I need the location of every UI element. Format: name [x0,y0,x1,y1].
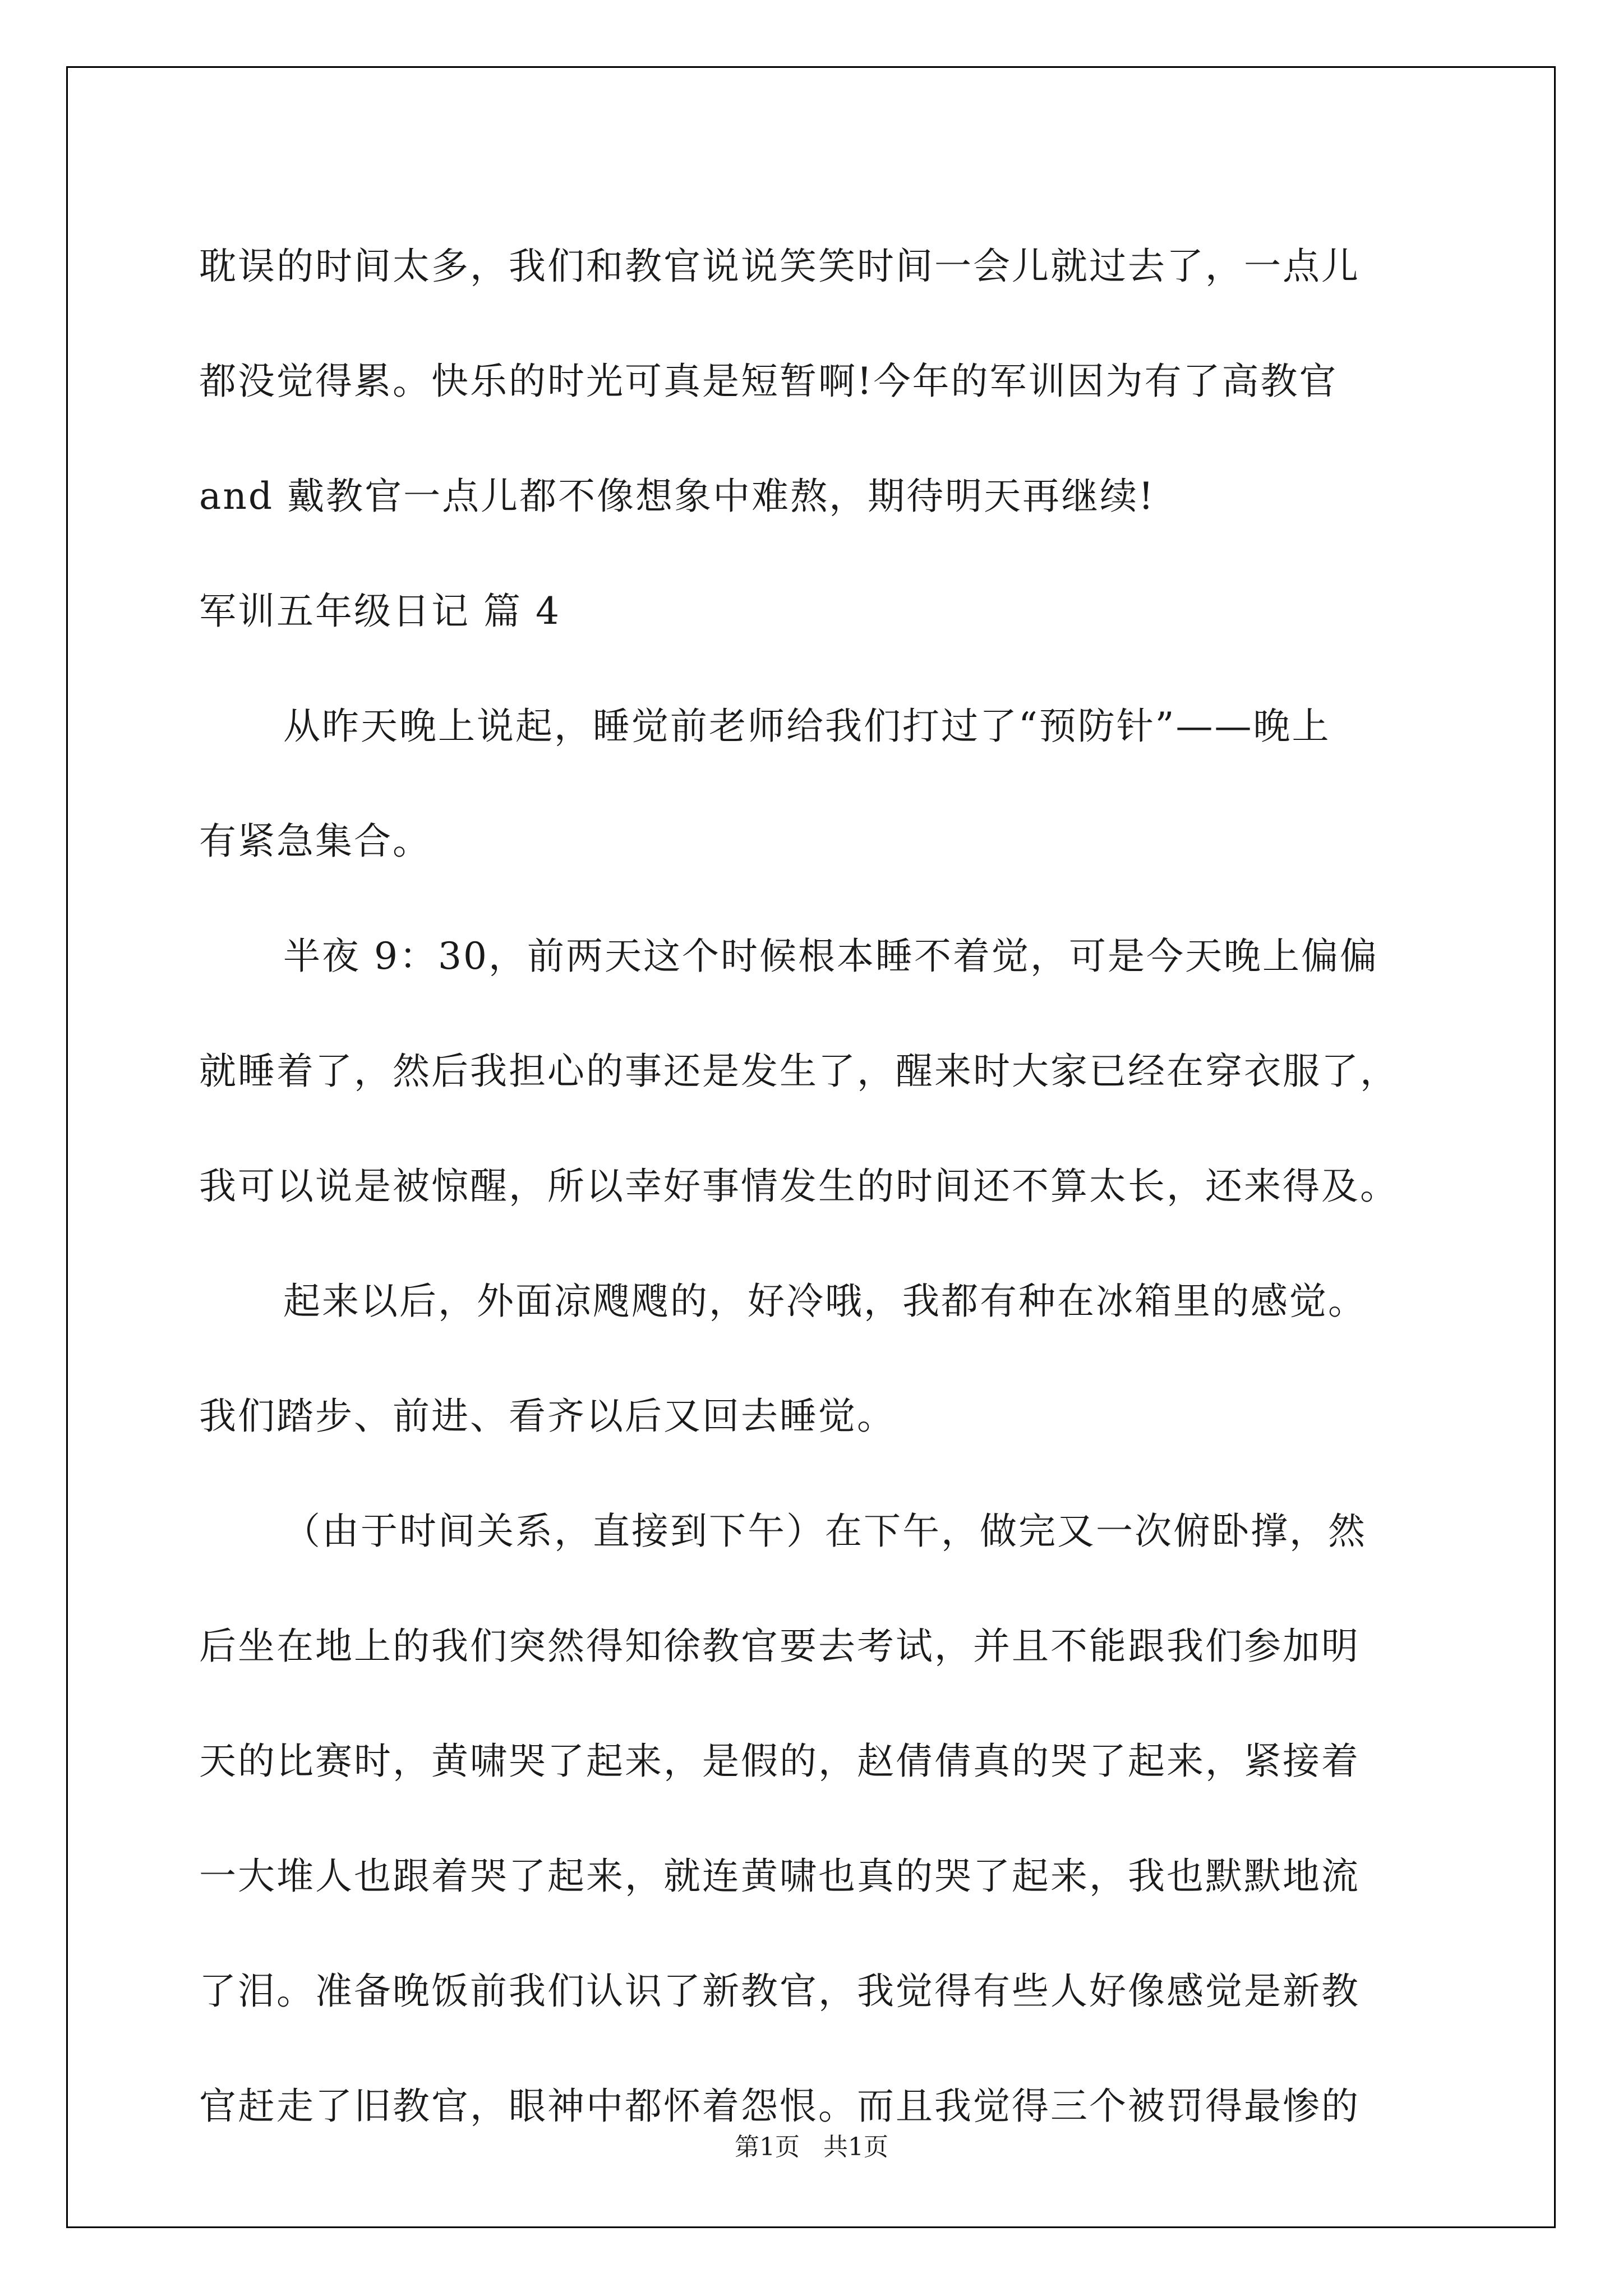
body-line: 我们踏步、前进、看齐以后又回去睡觉。 [199,1395,896,1438]
body-line: 都没觉得累。快乐的时光可真是短暂啊!今年的军训因为有了高教官 [199,360,1338,403]
body-line: 有紧急集合。 [199,820,431,863]
body-line: 耽误的时间太多，我们和教官说说笑笑时间一会儿就过去了，一点儿 [199,245,1360,288]
body-line: 一大堆人也跟着哭了起来，就连黄啸也真的哭了起来，我也默默地流 [199,1855,1360,1898]
body-line: 我可以说是被惊醒，所以幸好事情发生的时间还不算太长，还来得及。 [199,1165,1399,1208]
paragraph-start-line: 从昨天晚上说起，睡觉前老师给我们打过了“预防针”——晚上 [283,705,1331,748]
body-line: 天的比赛时，黄啸哭了起来，是假的，赵倩倩真的哭了起来，紧接着 [199,1740,1360,1783]
body-line: and 戴教官一点儿都不像想象中难熬，期待明天再继续! [199,475,1155,518]
paragraph-start-line: （由于时间关系，直接到下午）在下午，做完又一次俯卧撑，然 [283,1510,1367,1553]
body-line: 了泪。准备晚饭前我们认识了新教官，我觉得有些人好像感觉是新教 [199,1970,1360,2013]
body-line: 后坐在地上的我们突然得知徐教官要去考试，并且不能跟我们参加明 [199,1625,1360,1668]
section-heading: 军训五年级日记 篇 4 [199,590,561,633]
paragraph-start-line: 起来以后，外面凉飕飕的，好冷哦，我都有种在冰箱里的感觉。 [283,1280,1367,1323]
paragraph-start-line: 半夜 9：30，前两天这个时候根本睡不着觉，可是今天晚上偏偏 [283,935,1378,978]
page-number-footer: 第1页 共1页 [735,2133,888,2161]
document-body [199,209,1433,2164]
body-line: 就睡着了，然后我担心的事还是发生了，醒来时大家已经在穿衣服了， [199,1050,1399,1093]
body-line: 官赶走了旧教官，眼神中都怀着怨恨。而且我觉得三个被罚得最惨的 [199,2085,1360,2128]
